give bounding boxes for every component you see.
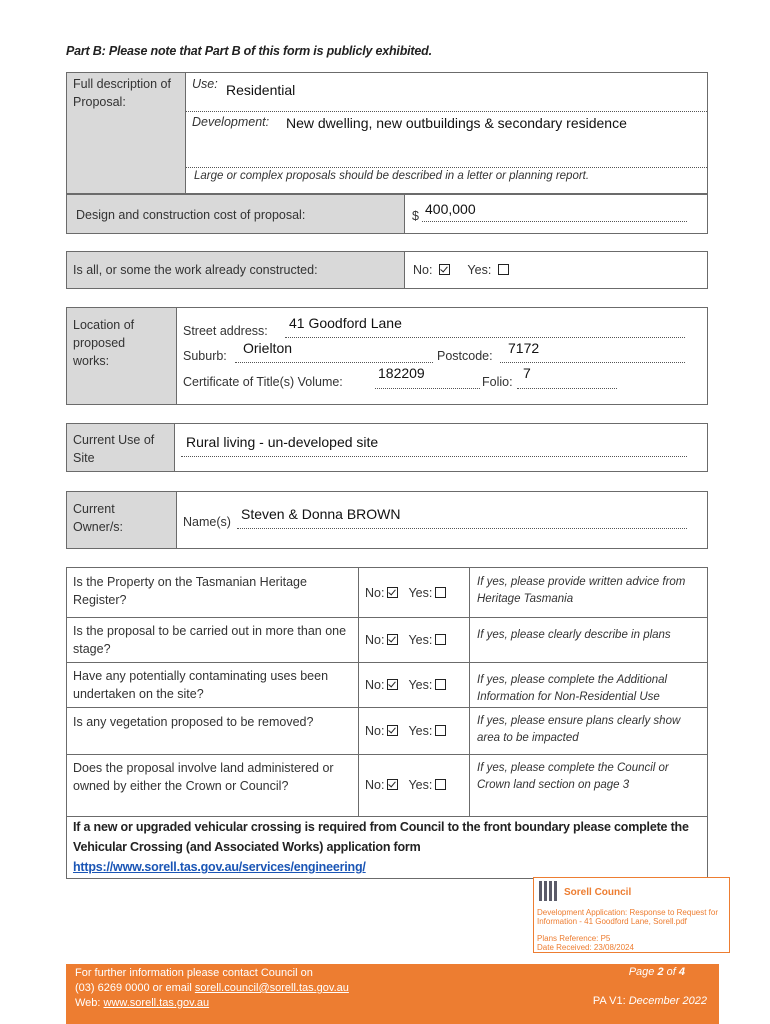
question-text: Is any vegetation proposed to be removed? (73, 715, 314, 729)
question-options (358, 617, 470, 662)
no-checkbox[interactable] (387, 587, 398, 598)
folio-value: 7 (523, 365, 531, 381)
location-label-cell (67, 308, 177, 404)
use-label: Use: (192, 77, 218, 91)
use-field[interactable] (186, 73, 707, 112)
constructed-options (413, 261, 509, 279)
question-options (358, 662, 470, 707)
street-label: Street address: (183, 324, 268, 338)
page-prefix: Page (628, 966, 658, 978)
question-hint: If yes, please provide written advice from Heritage Tasmania (477, 576, 686, 605)
no-checkbox[interactable] (387, 779, 398, 790)
development-value: New dwelling, new outbuildings & secondary residence (286, 115, 627, 131)
owner-label-cell (67, 492, 177, 548)
cost-label-cell (67, 195, 405, 233)
constructed-no-checkbox[interactable] (439, 264, 450, 275)
no-checkbox[interactable] (387, 634, 398, 645)
street-value: 41 Goodford Lane (289, 315, 402, 331)
no-label: No: (365, 633, 385, 647)
suburb-field[interactable] (235, 340, 433, 363)
folio-field[interactable] (517, 365, 617, 389)
owner-name-field[interactable] (237, 506, 687, 529)
question-options (358, 568, 470, 617)
owner-section (66, 491, 708, 549)
cost-currency: $ (412, 209, 419, 223)
proposal-label-cell (67, 73, 186, 193)
volume-field[interactable] (375, 365, 480, 389)
constructed-section (66, 251, 708, 289)
page-sep: of (663, 966, 679, 978)
postcode-label: Postcode: (437, 349, 493, 363)
page-current: 2 (657, 966, 664, 978)
question-row (67, 707, 707, 755)
version (593, 995, 707, 1007)
current-use-field[interactable] (181, 434, 687, 457)
stamp-title: Sorell Council (564, 887, 632, 898)
question-row (67, 617, 707, 663)
question-row (67, 662, 707, 708)
cost-value: 400,000 (425, 201, 476, 217)
constructed-no-label: No: (413, 263, 433, 277)
question-hint: If yes, please ensure plans clearly show area to be impacted (477, 715, 681, 744)
yes-checkbox[interactable] (435, 587, 446, 598)
question-text: Is the Property on the Tasmanian Heritage Register? (73, 575, 307, 607)
current-use-value: Rural living - un-developed site (186, 434, 379, 450)
location-section (66, 307, 708, 405)
stamp-line3: Date Received: 23/08/2024 (537, 943, 634, 952)
proposal-section (66, 72, 708, 194)
footer-email-link[interactable]: sorell.council@sorell.tas.gov.au (194, 982, 349, 994)
stamp-line1: Development Application: Response to Request for Information - 41 Goodford Lane, Sorell.pdf (537, 908, 718, 926)
constructed-label: Is all, or some the work already constructed: (73, 263, 318, 277)
version-date: December 2022 (628, 995, 707, 1007)
question-hint: If yes, please complete the Additional Information for Non-Residential Use (477, 674, 668, 703)
folio-label: Folio: (482, 375, 513, 389)
engineering-link[interactable]: https://www.sorell.tas.gov.au/services/engineering/ (73, 860, 366, 874)
council-stamp (533, 877, 730, 953)
yes-checkbox[interactable] (435, 679, 446, 690)
location-label: Location of proposed works: (73, 318, 135, 368)
yes-checkbox[interactable] (435, 634, 446, 645)
postcode-field[interactable] (500, 340, 685, 363)
volume-value: 182209 (378, 365, 425, 381)
question-text: Is the proposal to be carried out in more than one stage? (73, 624, 347, 656)
footer-web-label: Web: (75, 997, 104, 1009)
question-hint: If yes, please complete the Council or Crown land section on page 3 (477, 762, 669, 791)
footer-phone: (03) 6269 0000 or email (75, 982, 195, 994)
footer-contact: For further information please contact Council on (75, 967, 313, 979)
footer (66, 964, 719, 1024)
owner-name-value: Steven & Donna BROWN (241, 506, 401, 522)
constructed-yes-label: Yes: (467, 263, 492, 277)
constructed-label-cell (67, 252, 405, 288)
no-checkbox[interactable] (387, 679, 398, 690)
development-label: Development: (192, 115, 270, 129)
questions-table (66, 567, 708, 879)
no-label: No: (365, 586, 385, 600)
yes-label: Yes: (408, 633, 433, 647)
current-use-label-cell (67, 424, 175, 471)
crossing-note (73, 817, 693, 877)
current-use-section (66, 423, 708, 472)
part-b-note: Part B: Please note that Part B of this form is publicly exhibited. (66, 44, 432, 58)
yes-checkbox[interactable] (435, 725, 446, 736)
owner-label: Current Owner/s: (73, 502, 124, 534)
question-row (67, 754, 707, 817)
title-volume-label: Certificate of Title(s) Volume: (183, 375, 343, 389)
large-proposal-note: Large or complex proposals should be described in a letter or planning report. (194, 170, 590, 182)
footer-web-line (75, 996, 349, 1011)
yes-label: Yes: (408, 678, 433, 692)
no-checkbox[interactable] (387, 725, 398, 736)
footer-email-line (75, 981, 349, 996)
yes-label: Yes: (408, 586, 433, 600)
use-value: Residential (226, 82, 296, 98)
proposal-label: Full description of Proposal: (73, 77, 171, 109)
question-text: Does the proposal involve land administered or owned by either the Crown or Council? (73, 761, 334, 793)
suburb-label: Suburb: (183, 349, 227, 363)
page-total: 4 (678, 966, 685, 978)
owner-name-label: Name(s) (183, 515, 231, 529)
current-use-label: Current Use of Site (73, 433, 155, 465)
question-hint: If yes, please clearly describe in plans (477, 629, 671, 641)
postcode-value: 7172 (508, 340, 540, 356)
yes-label: Yes: (408, 778, 433, 792)
suburb-value: Orielton (243, 340, 293, 356)
crossing-text: If a new or upgraded vehicular crossing is required from Council to the front boundary please complete the Vehicular Crossing (and Associated Works) application form (73, 820, 689, 854)
footer-web-link[interactable]: www.sorell.tas.gov.au (103, 997, 210, 1009)
constructed-yes-checkbox[interactable] (498, 264, 509, 275)
question-row (67, 568, 707, 618)
cost-section (66, 194, 708, 234)
page-number (629, 966, 685, 978)
cost-field[interactable] (422, 201, 687, 222)
no-label: No: (365, 778, 385, 792)
question-options (358, 754, 470, 816)
qr-code-icon (539, 881, 559, 901)
yes-label: Yes: (408, 724, 433, 738)
development-field[interactable] (186, 112, 707, 168)
stamp-line2: Plans Reference: P5 (537, 934, 611, 943)
street-field[interactable] (285, 315, 685, 338)
no-label: No: (365, 724, 385, 738)
question-options (358, 707, 470, 754)
version-prefix: PA V1: (592, 995, 629, 1007)
question-text: Have any potentially contaminating uses been undertaken on the site? (73, 669, 329, 701)
yes-checkbox[interactable] (435, 779, 446, 790)
cost-label: Design and construction cost of proposal: (76, 208, 306, 222)
no-label: No: (365, 678, 385, 692)
